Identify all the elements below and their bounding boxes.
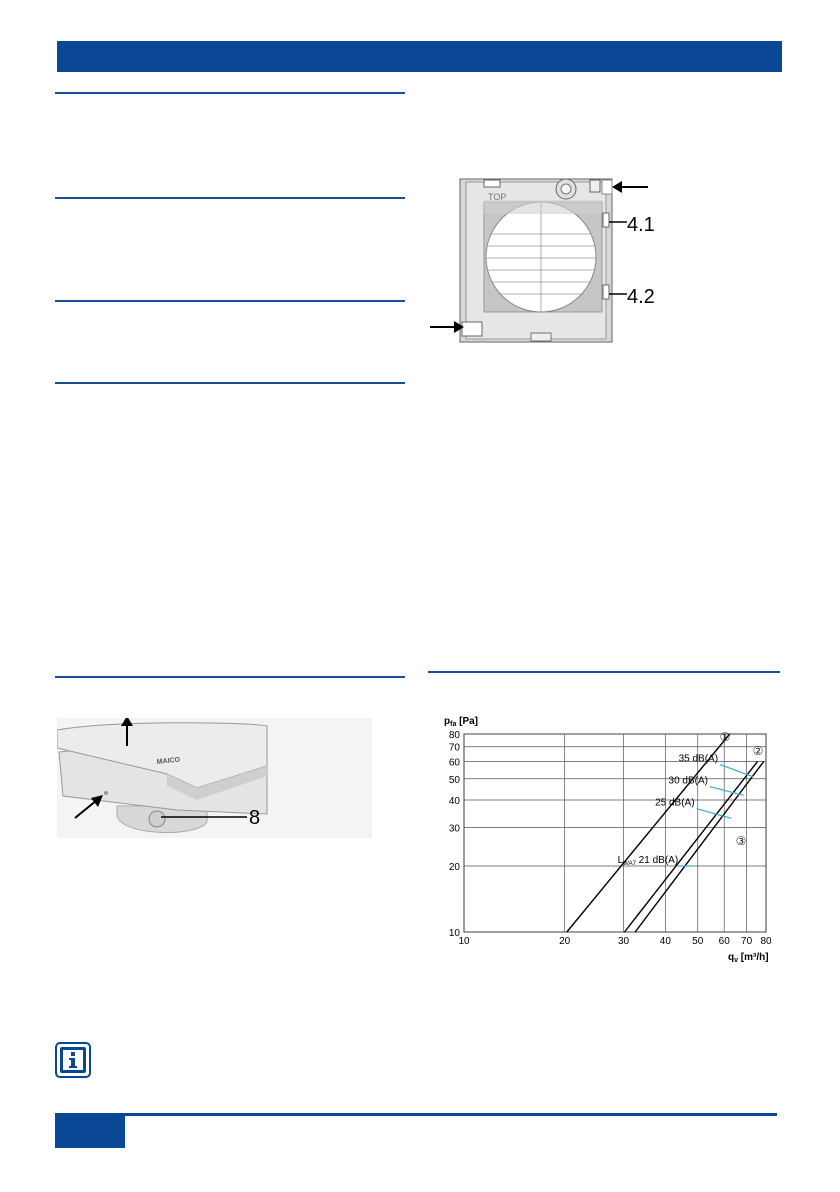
section-rule <box>428 671 780 673</box>
x-tick-label: 40 <box>659 936 671 947</box>
x-tick-label: 60 <box>718 936 730 947</box>
fan-cover-lift-figure <box>57 718 372 848</box>
series-label: ③ <box>735 834 747 848</box>
arrow-icon <box>612 181 622 193</box>
sound-level-label: $L_{WA7}$ 21 dB(A) <box>617 855 679 867</box>
x-tick-label: 20 <box>559 936 571 947</box>
x-axis-title: $q_v$ [m³/h] <box>728 952 769 964</box>
x-tick-label: 50 <box>692 936 704 947</box>
series-label: ① <box>719 730 731 744</box>
section-rule <box>55 197 405 199</box>
callout-8: 8 <box>249 807 261 829</box>
y-tick-label: 70 <box>448 742 460 754</box>
footer-rule <box>55 1113 777 1116</box>
y-tick-label: 80 <box>448 730 460 741</box>
section-rule <box>55 382 405 384</box>
sound-level-label: 25 dB(A) <box>655 797 695 809</box>
maico-logo: MAICO <box>156 756 181 766</box>
info-icon <box>55 1042 91 1078</box>
y-axis-title: $p_{fa}$ [Pa] <box>444 716 479 728</box>
x-tick-label: 80 <box>760 936 772 947</box>
series-label: ② <box>752 744 764 758</box>
x-tick-label: 10 <box>458 936 470 947</box>
callout-4-1: 4.1 <box>627 214 655 236</box>
y-tick-label: 40 <box>448 796 460 807</box>
x-tick-label: 30 <box>617 936 630 947</box>
callout-4-2: 4.2 <box>627 286 655 308</box>
fan-cover-figure <box>428 170 668 350</box>
sound-level-label: 35 dB(A) <box>678 753 719 765</box>
sound-level-label: 30 dB(A) <box>668 775 708 787</box>
y-tick-label: 30 <box>448 823 460 835</box>
y-tick-label: 10 <box>448 928 460 939</box>
performance-chart <box>428 710 773 972</box>
y-tick-label: 60 <box>448 757 460 769</box>
y-tick-label: 20 <box>448 862 460 873</box>
y-tick-label: 50 <box>448 774 460 786</box>
section-rule <box>55 676 405 678</box>
footer-page-box <box>55 1115 125 1148</box>
top-label: TOP <box>488 192 507 202</box>
section-rule <box>55 92 405 94</box>
x-tick-label: 70 <box>741 936 753 947</box>
header-bar <box>57 41 782 72</box>
section-rule <box>55 300 405 302</box>
